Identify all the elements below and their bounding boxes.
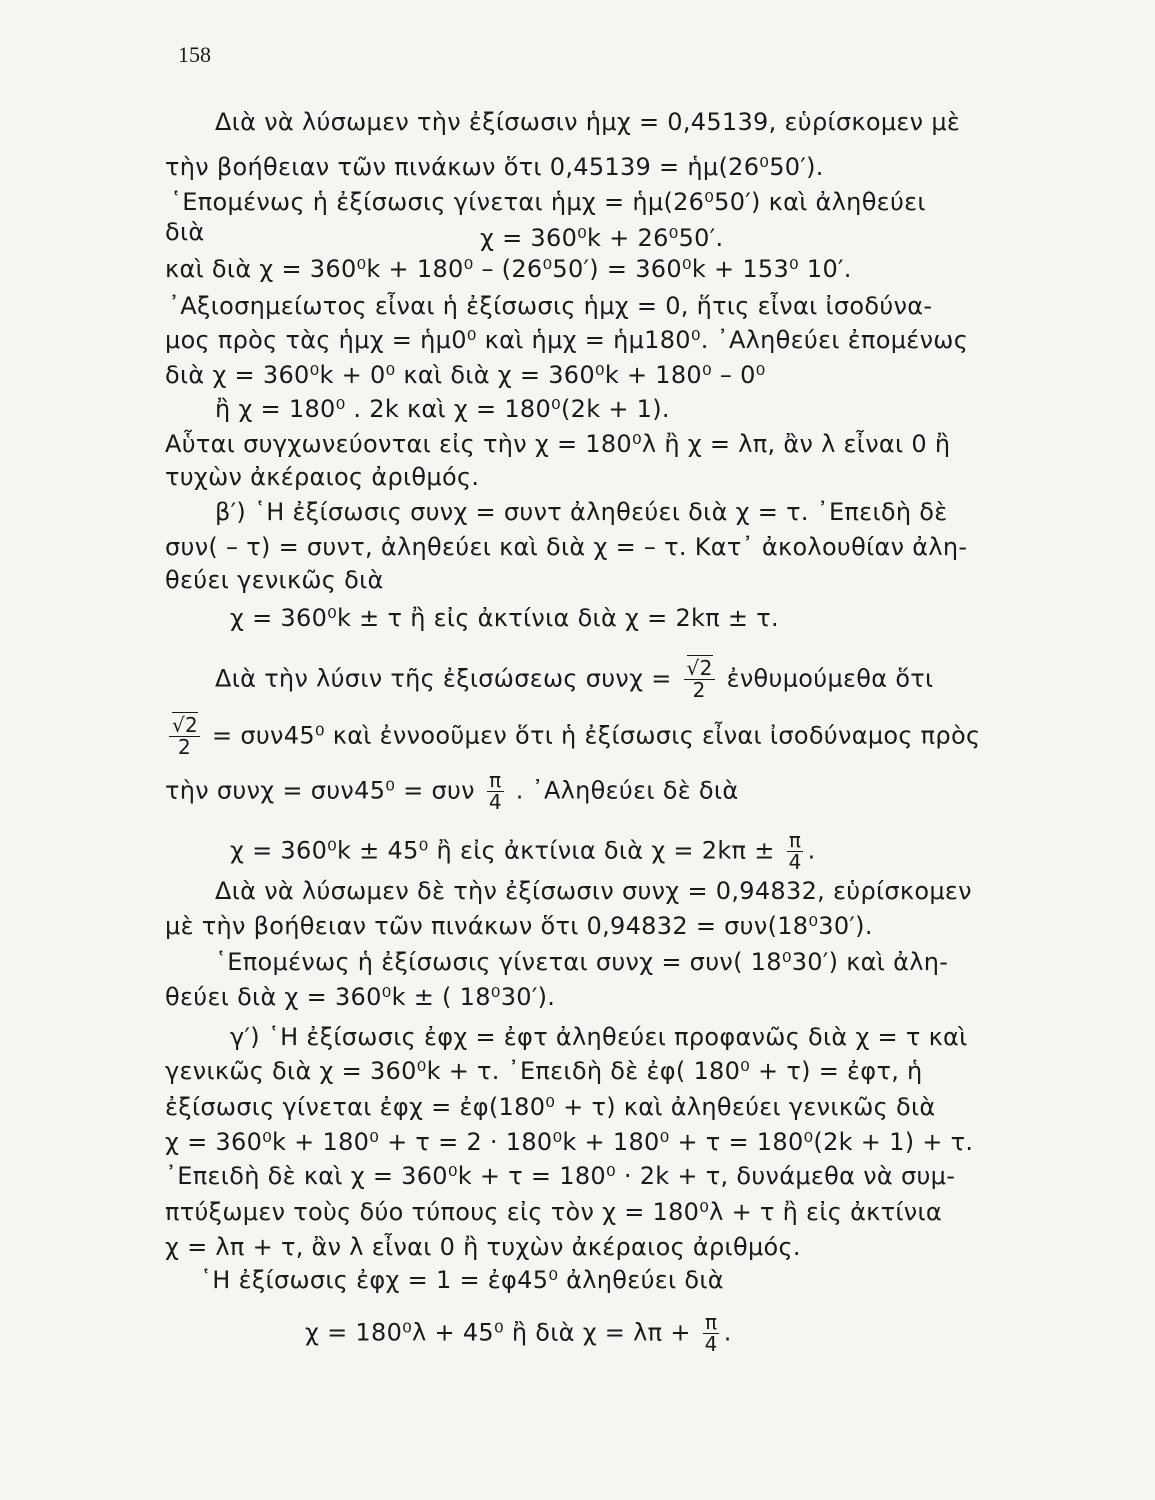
formula-line: χ = 180⁰λ + 45⁰ ἢ διὰ χ = λπ + $\frac{\pi}{4}$ . — [305, 1310, 732, 1356]
text-line: β′) ῾Η ἐξίσωσις συνχ = συντ ἀληθεύει διὰ χ = τ. ᾿Επειδὴ δὲ — [215, 498, 948, 526]
text-line: διὰ χ = 360⁰k + 0⁰ καὶ διὰ χ = 360⁰k + 180⁰ – 0⁰ — [165, 361, 766, 389]
fraction-sqrt2-over-2 — [684, 658, 715, 701]
text-fragment: Διὰ τὴν λύσιν τῆς ἐξισώσεως συνχ = — [215, 664, 672, 693]
text-line: Διὰ νὰ λύσωμεν τὴν ἐξίσωσιν ἡμχ = 0,45139, εὑρίσκομεν μὲ — [215, 108, 961, 136]
text-line: μος πρὸς τὰς ἡμχ = ἡμ0⁰ καὶ ἡμχ = ἡμ180⁰. ᾿Αληθεύει ἐπομένως — [165, 326, 969, 354]
text-line — [165, 715, 980, 758]
formula-line: χ = 360⁰k ± 45⁰ ἢ εἰς ἀκτίνια διὰ χ = 2kπ ± $\frac{\pi}{4}$ . — [230, 828, 816, 874]
formula-line: χ = 360⁰k ± τ ἢ εἰς ἀκτίνια διὰ χ = 2kπ ± τ. — [230, 604, 779, 632]
fraction-denominator: 4 — [488, 790, 502, 814]
fraction-sqrt2-over-2 — [169, 715, 200, 758]
fraction-numerator: π — [705, 1310, 718, 1334]
text-line: τυχὼν ἀκέραιος ἀριθμός. — [165, 463, 480, 491]
text-line: Διὰ νὰ λύσωμεν δὲ τὴν ἐξίσωσιν συνχ = 0,94832, εὑρίσκομεν — [215, 877, 972, 905]
text-line: ἐξίσωσις γίνεται ἐφχ = ἐφ(180⁰ + τ) καὶ ἀληθεύει γενικῶς διὰ — [165, 1093, 936, 1121]
fraction-pi-over-4 — [487, 770, 504, 813]
text-line: γενικῶς διὰ χ = 360⁰k + τ. ᾿Επειδὴ δὲ ἐφ( 180⁰ + τ) = ἐφτ, ἡ — [165, 1057, 923, 1085]
fraction-numerator: √2 — [172, 713, 199, 737]
fraction-denominator: 4 — [788, 850, 802, 874]
fraction-pi-over-4 — [787, 830, 804, 873]
text-fragment: χ = 180⁰λ + 45⁰ ἢ διὰ χ = λπ + — [305, 1318, 691, 1347]
fraction-numerator: √2 — [686, 656, 713, 680]
text-fragment: ἐνθυμούμεθα ὅτι — [726, 664, 934, 693]
fraction-denominator: 2 — [692, 678, 706, 702]
text-line — [215, 658, 933, 701]
text-line: ᾿Επειδὴ δὲ καὶ χ = 360⁰k + τ = 180⁰ · 2k + τ, δυνάμεθα νὰ συμ- — [165, 1162, 956, 1190]
text-line: ἢ χ = 180⁰ . 2k καὶ χ = 180⁰(2k + 1). — [215, 395, 670, 423]
text-line: πτύξωμεν τοὺς δύο τύπους εἰς τὸν χ = 180⁰λ + τ ἢ εἰς ἀκτίνια — [165, 1198, 943, 1226]
text-line: χ = 360⁰k + 180⁰ + τ = 2 · 180⁰k + 180⁰ + τ = 180⁰(2k + 1) + τ. — [165, 1128, 974, 1156]
text-line: καὶ διὰ χ = 360⁰k + 180⁰ – (26⁰50′) = 360⁰k + 153⁰ 10′. — [165, 255, 852, 283]
fraction-numerator: π — [489, 768, 502, 792]
text-line: ᾿Αξιοσημείωτος εἶναι ἡ ἐξίσωσις ἡμχ = 0, ἥτις εἶναι ἰσοδύνα- — [168, 292, 933, 320]
text-line: μὲ τὴν βοήθειαν τῶν πινάκων ὅτι 0,94832 = συν(18⁰30′). — [165, 912, 873, 940]
text-fragment: = συν45⁰ καὶ ἐννοοῦμεν ὅτι ἡ ἐξίσωσις εἶναι ἰσοδύναμος πρὸς — [212, 721, 981, 750]
text-line: τὴν βοήθειαν τῶν πινάκων ὅτι 0,45139 = ἡμ(26⁰50′). — [165, 153, 824, 181]
text-fragment: τὴν συνχ = συν45⁰ = συν — [165, 776, 475, 805]
text-line: ῾Επομένως ἡ ἐξίσωσις γίνεται συνχ = συν( 18⁰30′) καὶ ἀλη- — [215, 948, 949, 976]
fraction-numerator: π — [788, 828, 802, 852]
text-line: συν( – τ) = συντ, ἀληθεύει καὶ διὰ χ = – τ. Κατ᾿ ἀκολουθίαν ἀλη- — [165, 533, 968, 561]
fraction-denominator: 4 — [704, 1332, 718, 1356]
text-fragment: χ = 360⁰k ± 45⁰ ἢ εἰς ἀκτίνια διὰ χ = 2kπ ± — [230, 836, 775, 865]
text-line: θεύει γενικῶς διὰ — [165, 566, 384, 594]
text-line: Αὗται συγχωνεύονται εἰς τὴν χ = 180⁰λ ἢ χ = λπ, ἂν λ εἶναι 0 ἢ — [165, 430, 951, 458]
text-line: ῾Η ἐξίσωσις ἐφχ = 1 = ἐφ45⁰ ἀληθεύει διὰ — [200, 1266, 724, 1294]
text-line: ῾Επομένως ἡ ἐξίσωσις γίνεται ἡμχ = ἡμ(26⁰50′) καὶ ἀληθεύει — [170, 188, 926, 216]
text-line: χ = λπ + τ, ἂν λ εἶναι 0 ἢ τυχὼν ἀκέραιος ἀριθμός. — [165, 1233, 801, 1261]
text-line — [165, 770, 738, 813]
text-line: γ′) ῾Η ἐξίσωσις ἐφχ = ἐφτ ἀληθεύει προφανῶς διὰ χ = τ καὶ — [230, 1023, 968, 1051]
text-line: θεύει διὰ χ = 360⁰k ± ( 18⁰30′). — [165, 983, 556, 1011]
fraction-pi-over-4 — [703, 1312, 720, 1355]
text-line: διὰ — [165, 218, 205, 246]
fraction-denominator: 2 — [178, 735, 192, 759]
formula-line: χ = 360⁰k + 26⁰50′. — [480, 224, 724, 252]
text-fragment: . ᾿Αληθεύει δὲ διὰ — [515, 776, 739, 805]
page-number: 158 — [178, 42, 211, 67]
